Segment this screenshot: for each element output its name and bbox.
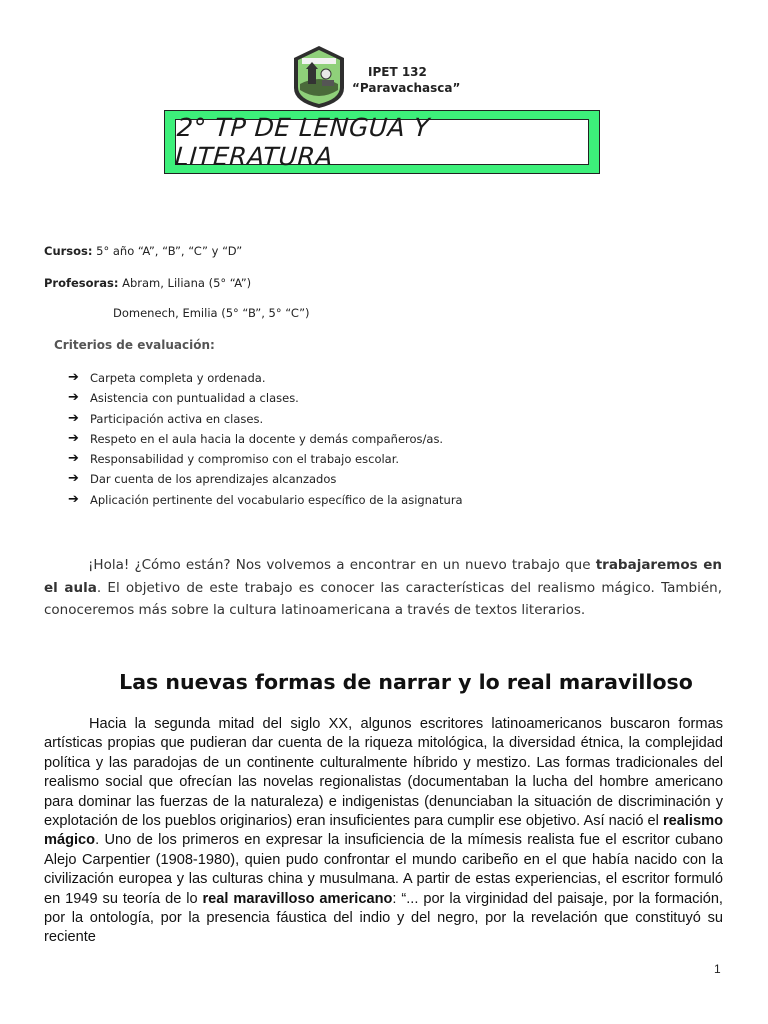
body-paragraph bbox=[44, 715, 723, 948]
arrow-right-icon: ➔ bbox=[68, 410, 79, 426]
criteria-list bbox=[68, 368, 463, 510]
body-bold-real-maravilloso: real maravilloso americano bbox=[202, 890, 393, 907]
document-title: 2° TP DE LENGUA Y LITERATURA bbox=[173, 113, 431, 171]
section-heading: Las nuevas formas de narrar y lo real maravilloso bbox=[119, 670, 693, 694]
body-bold-realismo: realismo mágico bbox=[44, 813, 723, 849]
criteria-item-text: Responsabilidad y compromiso con el trabajo escolar. bbox=[90, 452, 400, 467]
list-item bbox=[68, 409, 463, 429]
criteria-item-text: Carpeta completa y ordenada. bbox=[90, 371, 266, 385]
teachers-line bbox=[44, 275, 251, 291]
title-banner bbox=[164, 110, 600, 174]
body-text-1: Hacia la segunda mitad del siglo XX, algunos escritores latinoamericanos buscaron formas artísticas propias que pudieran dar cuenta de la riqueza mitológica, la diversidad étnica, la complejidad política y las paradojas de un continente culturalmente híbrido y mestizo. Las formas tradicionales del realismo social que ofrecían las novelas regionalistas (documentaban la lucha del hombre americano para dominar las fuerzas de la naturaleza) e indigenistas (denunciaban la situación de discriminación y explotación de los pueblos originarios) eran insuficientes para cumplir ese objetivo. Así nació el bbox=[44, 716, 723, 830]
school-shield-logo-icon bbox=[286, 44, 352, 110]
arrow-right-icon: ➔ bbox=[68, 430, 79, 446]
intro-paragraph bbox=[44, 554, 722, 622]
criteria-item-text: Dar cuenta de los aprendizajes alcanzados bbox=[90, 472, 337, 487]
school-name: IPET 132 bbox=[368, 65, 427, 79]
list-item bbox=[68, 368, 463, 388]
criteria-item-text: Participación activa en clases. bbox=[90, 411, 264, 426]
page-number: 1 bbox=[714, 962, 721, 976]
list-item bbox=[68, 449, 463, 469]
list-item bbox=[68, 469, 463, 489]
title-frame bbox=[173, 113, 589, 171]
courses-line bbox=[44, 243, 242, 259]
school-subtitle: “Paravachasca” bbox=[352, 81, 461, 95]
criteria-heading: Criterios de evaluación: bbox=[54, 338, 215, 352]
intro-text: ¡Hola! ¿Cómo están? Nos volvemos a encontrar en un nuevo trabajo que bbox=[88, 557, 596, 573]
intro-text-end: . El objetivo de este trabajo es conocer las características del realismo mágico. También, conoceremos más sobre la cultura latinoamericana a través de textos literarios. bbox=[44, 579, 722, 618]
arrow-right-icon: ➔ bbox=[68, 471, 79, 487]
teachers-value: Abram, Liliana (5° “A”) bbox=[118, 276, 252, 290]
criteria-item-text: Respeto en el aula hacia la docente y demás compañeros/as. bbox=[90, 431, 444, 446]
courses-label: Cursos: bbox=[44, 244, 93, 258]
arrow-right-icon: ➔ bbox=[68, 451, 79, 467]
arrow-right-icon: ➔ bbox=[68, 491, 79, 507]
body-text-3: : “... por la virginidad del paisaje, por la formación, por la ontología, por la presencia fáustica del indio y del negro, por la revelación que constituyó su reciente bbox=[44, 890, 723, 946]
arrow-right-icon: ➔ bbox=[68, 370, 79, 385]
criteria-item-text: Aplicación pertinente del vocabulario específico de la asignatura bbox=[90, 492, 463, 507]
list-item bbox=[68, 490, 463, 510]
teacher-second: Domenech, Emilia (5° “B”, 5° “C”) bbox=[113, 306, 310, 320]
courses-value: 5° año “A”, “B”, “C” y “D” bbox=[92, 244, 243, 258]
criteria-item-text: Asistencia con puntualidad a clases. bbox=[90, 391, 299, 406]
teachers-label: Profesoras: bbox=[44, 276, 119, 290]
intro-bold-text: trabajaremos en el aula bbox=[44, 557, 722, 596]
body-text-2: . Uno de los primeros en expresar la insuficiencia de la mímesis realista fue el escritor cubano Alejo Carpentier (1908-1980), quien pudo confrontar el mundo caribeño en el que había nacido con la civilización europea y las culturas china y musulmana. A partir de estas experiencias, el escritor formuló en 1949 su teoría de lo bbox=[44, 832, 723, 907]
list-item bbox=[68, 388, 463, 408]
list-item bbox=[68, 429, 463, 449]
arrow-right-icon: ➔ bbox=[68, 390, 79, 406]
